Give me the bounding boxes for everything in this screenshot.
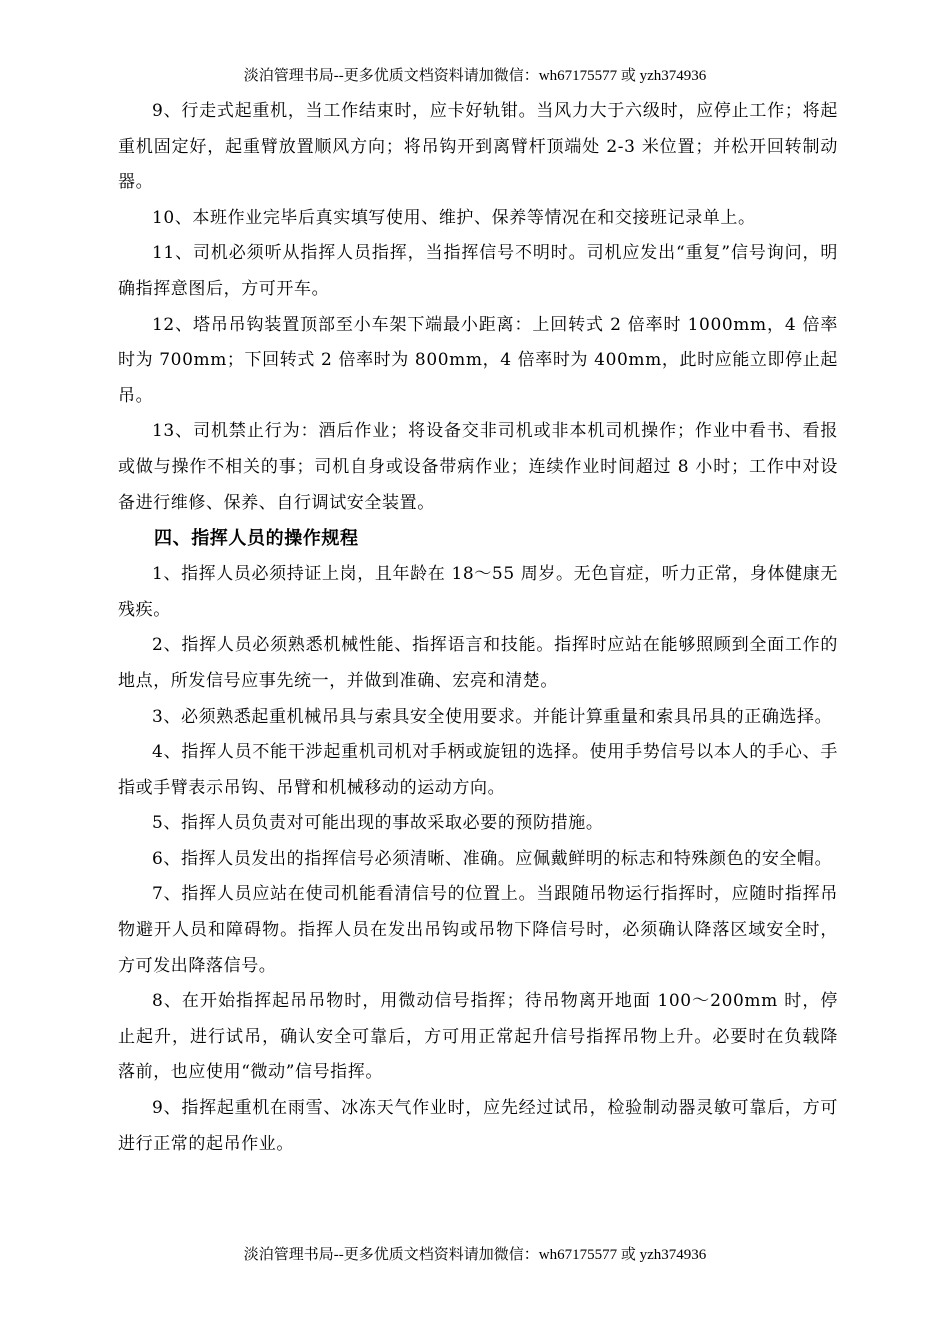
section-heading: 四、指挥人员的操作规程	[154, 528, 359, 550]
paragraph-item-11: 11、司机必须听从指挥人员指挥，当指挥信号不明时。司机应发出“重复”信号询问，明确指挥意图后，方可开车。	[118, 243, 838, 299]
command-rule-8: 8、在开始指挥起吊吊物时，用微动信号指挥；待吊物离开地面 100～200mm 时，停止起升，进行试吊，确认安全可靠后，方可用正常起升信号指挥吊物上升。必要时在负载降落前，也应使用“微动”信号指挥。	[118, 991, 838, 1083]
paragraph-item-13: 13、司机禁止行为：酒后作业；将设备交非司机或非本机司机操作；作业中看书、看报或做与操作不相关的事；司机自身或设备带病作业；连续作业时间超过 8 小时；工作中对设备进行维修、保养、自行调试安全装置。	[118, 421, 838, 513]
command-rule-9: 9、指挥起重机在雨雪、冰冻天气作业时，应先经过试吊，检验制动器灵敏可靠后，方可进行正常的起吊作业。	[118, 1098, 838, 1154]
page-header: 淡泊管理书局--更多优质文档资料请加微信：wh67175577 或 yzh374936	[243, 68, 707, 84]
paragraph-item-12: 12、塔吊吊钩装置顶部至小车架下端最小距离：上回转式 2 倍率时 1000mm，4 倍率时为 700mm；下回转式 2 倍率时为 800mm，4 倍率时为 400mm，此时应能立即停止起吊。	[118, 314, 838, 406]
command-rule-5: 5、指挥人员负责对可能出现的事故采取必要的预防措施。	[152, 813, 604, 834]
command-rule-3: 3、必须熟悉起重机械吊具与索具安全使用要求。并能计算重量和索具吊具的正确选择。	[152, 706, 833, 727]
command-rule-7: 7、指挥人员应站在使司机能看清信号的位置上。当跟随吊物运行指挥时，应随时指挥吊物避开人员和障碍物。指挥人员在发出吊钩或吊物下降信号时，必须确认降落区域安全时，方可发出降落信号。	[118, 884, 838, 976]
command-rule-4: 4、指挥人员不能干涉起重机司机对手柄或旋钮的选择。使用手势信号以本人的手心、手指或手臂表示吊钩、吊臂和机械移动的运动方向。	[118, 742, 838, 798]
page-footer: 淡泊管理书局--更多优质文档资料请加微信：wh67175577 或 yzh374936	[243, 1247, 707, 1263]
command-rule-1: 1、指挥人员必须持证上岗，且年龄在 18～55 周岁。无色盲症，听力正常，身体健康无残疾。	[118, 564, 838, 620]
document-body	[118, 94, 838, 1162]
paragraph-item-10: 10、本班作业完毕后真实填写使用、维护、保养等情况在和交接班记录单上。	[152, 207, 756, 228]
paragraph-item-9: 9、行走式起重机，当工作结束时，应卡好轨钳。当风力大于六级时，应停止工作；将起重机固定好，起重臂放置顺风方向；将吊钩开到离臂杆顶端处 2-3 米位置；并松开回转制动器。	[118, 101, 838, 193]
command-rule-2: 2、指挥人员必须熟悉机械性能、指挥语言和技能。指挥时应站在能够照顾到全面工作的地点，所发信号应事先统一，并做到准确、宏亮和清楚。	[118, 635, 838, 691]
command-rule-6: 6、指挥人员发出的指挥信号必须清晰、准确。应佩戴鲜明的标志和特殊颜色的安全帽。	[152, 848, 833, 869]
